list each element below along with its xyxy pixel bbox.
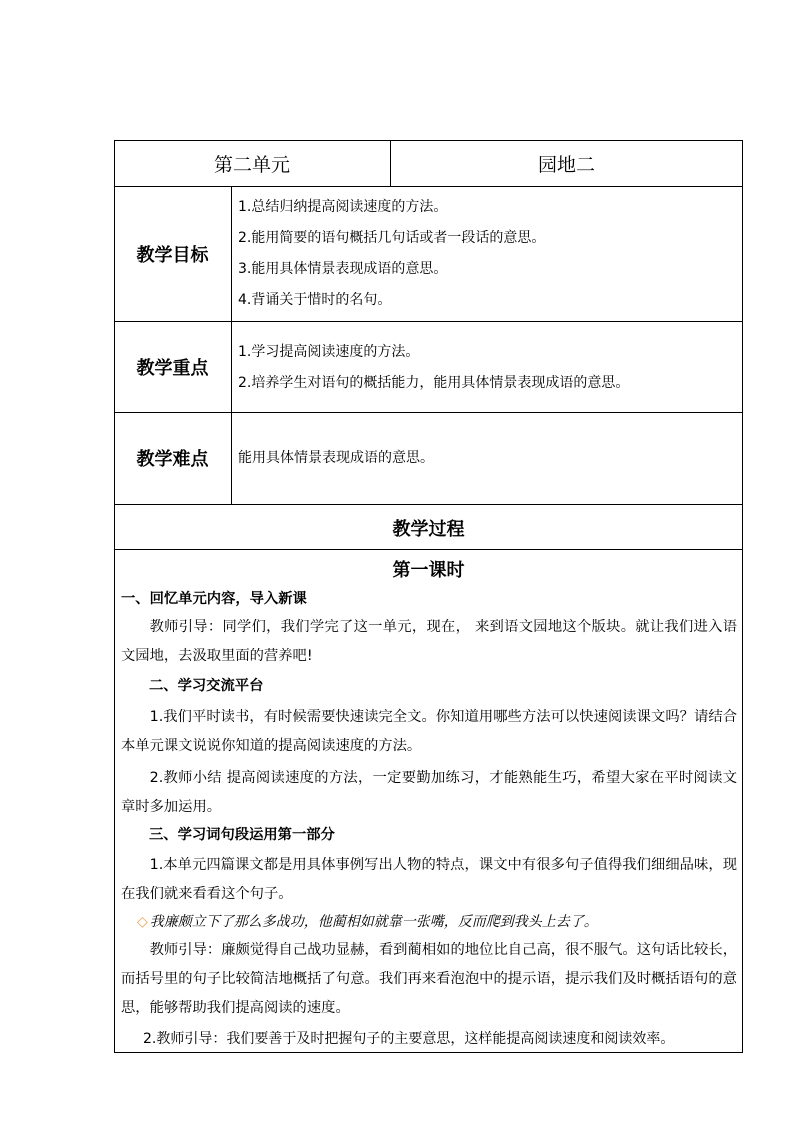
section1-heading: 一、回忆单元内容，导入新课 (121, 591, 307, 607)
section2-heading: 二、学习交流平台 (149, 678, 264, 694)
objectives-label: 教学目标 (136, 244, 209, 266)
objective-item: 4.背诵关于惜时的名句。 (238, 292, 392, 308)
unit-title: 第二单元 (213, 153, 290, 176)
row-divider (114, 504, 743, 505)
key-point-item: 1.学习提高阅读速度的方法。 (238, 344, 420, 360)
paragraph: 教师引导：同学们，我们学完了这一单元，现在， 来到语文园地这个版块。就让我们进入语文园地，去汲取里面的营养吧! (121, 619, 737, 664)
row-divider (114, 549, 743, 550)
quote-text: 我廉颇立下了那么多战功，他蔺相如就靠一张嘴，反而爬到我头上去了。 (149, 914, 598, 930)
paragraph: 教师引导：廉颇觉得自己战功显赫，看到蔺相如的地位比自己高，很不服气。这句话比较长，而括号里的句子比较简洁地概括了句意。我们再来看泡泡中的提示语，提示我们及时概括语句的意思，能够帮助我们提高阅读的速度。 (121, 942, 737, 1016)
objective-item: 3.能用具体情景表现成语的意思。 (238, 261, 448, 277)
key-points-list (238, 337, 629, 399)
section3-heading: 三、学习词句段运用第一部分 (149, 827, 335, 843)
objective-item: 2.能用简要的语句概括几句话或者一段话的意思。 (238, 230, 546, 246)
paragraph: 1.我们平时读书，有时候需要快速读完全文。你知道用哪些方法可以快速阅读课文吗？请结合本单元课文说说你知道的提高阅读速度的方法。 (121, 709, 737, 754)
objective-item: 1.总结归纳提高阅读速度的方法。 (238, 199, 448, 215)
lesson-title: 第一课时 (392, 560, 465, 581)
key-point-item: 2.培养学生对语句的概括能力，能用具体情景表现成语的意思。 (238, 375, 630, 391)
paragraph: 1.本单元四篇课文都是用具体事例写出人物的特点，课文中有很多句子值得我们细细品味，现在我们就来看看这个句子。 (121, 857, 737, 902)
column-divider (231, 186, 232, 504)
difficulties-label: 教学难点 (136, 449, 209, 470)
key-points-label: 教学重点 (136, 357, 209, 379)
objectives-list (238, 192, 545, 316)
diamond-icon: ◇ (137, 914, 148, 930)
difficulty-item: 能用具体情景表现成语的意思。 (238, 450, 434, 466)
section-title: 园地二 (537, 153, 595, 176)
quote-line (137, 911, 598, 931)
paragraph: 2.教师小结 提高阅读速度的方法，一定要勤加练习，才能熟能生巧，希望大家在平时阅读文章时多加运用。 (121, 770, 737, 815)
paragraph: 2.教师引导：我们要善于及时把握句子的主要意思，这样能提高阅读速度和阅读效率。 (143, 1031, 675, 1047)
process-title: 教学过程 (392, 519, 465, 540)
difficulties-list (238, 443, 434, 474)
